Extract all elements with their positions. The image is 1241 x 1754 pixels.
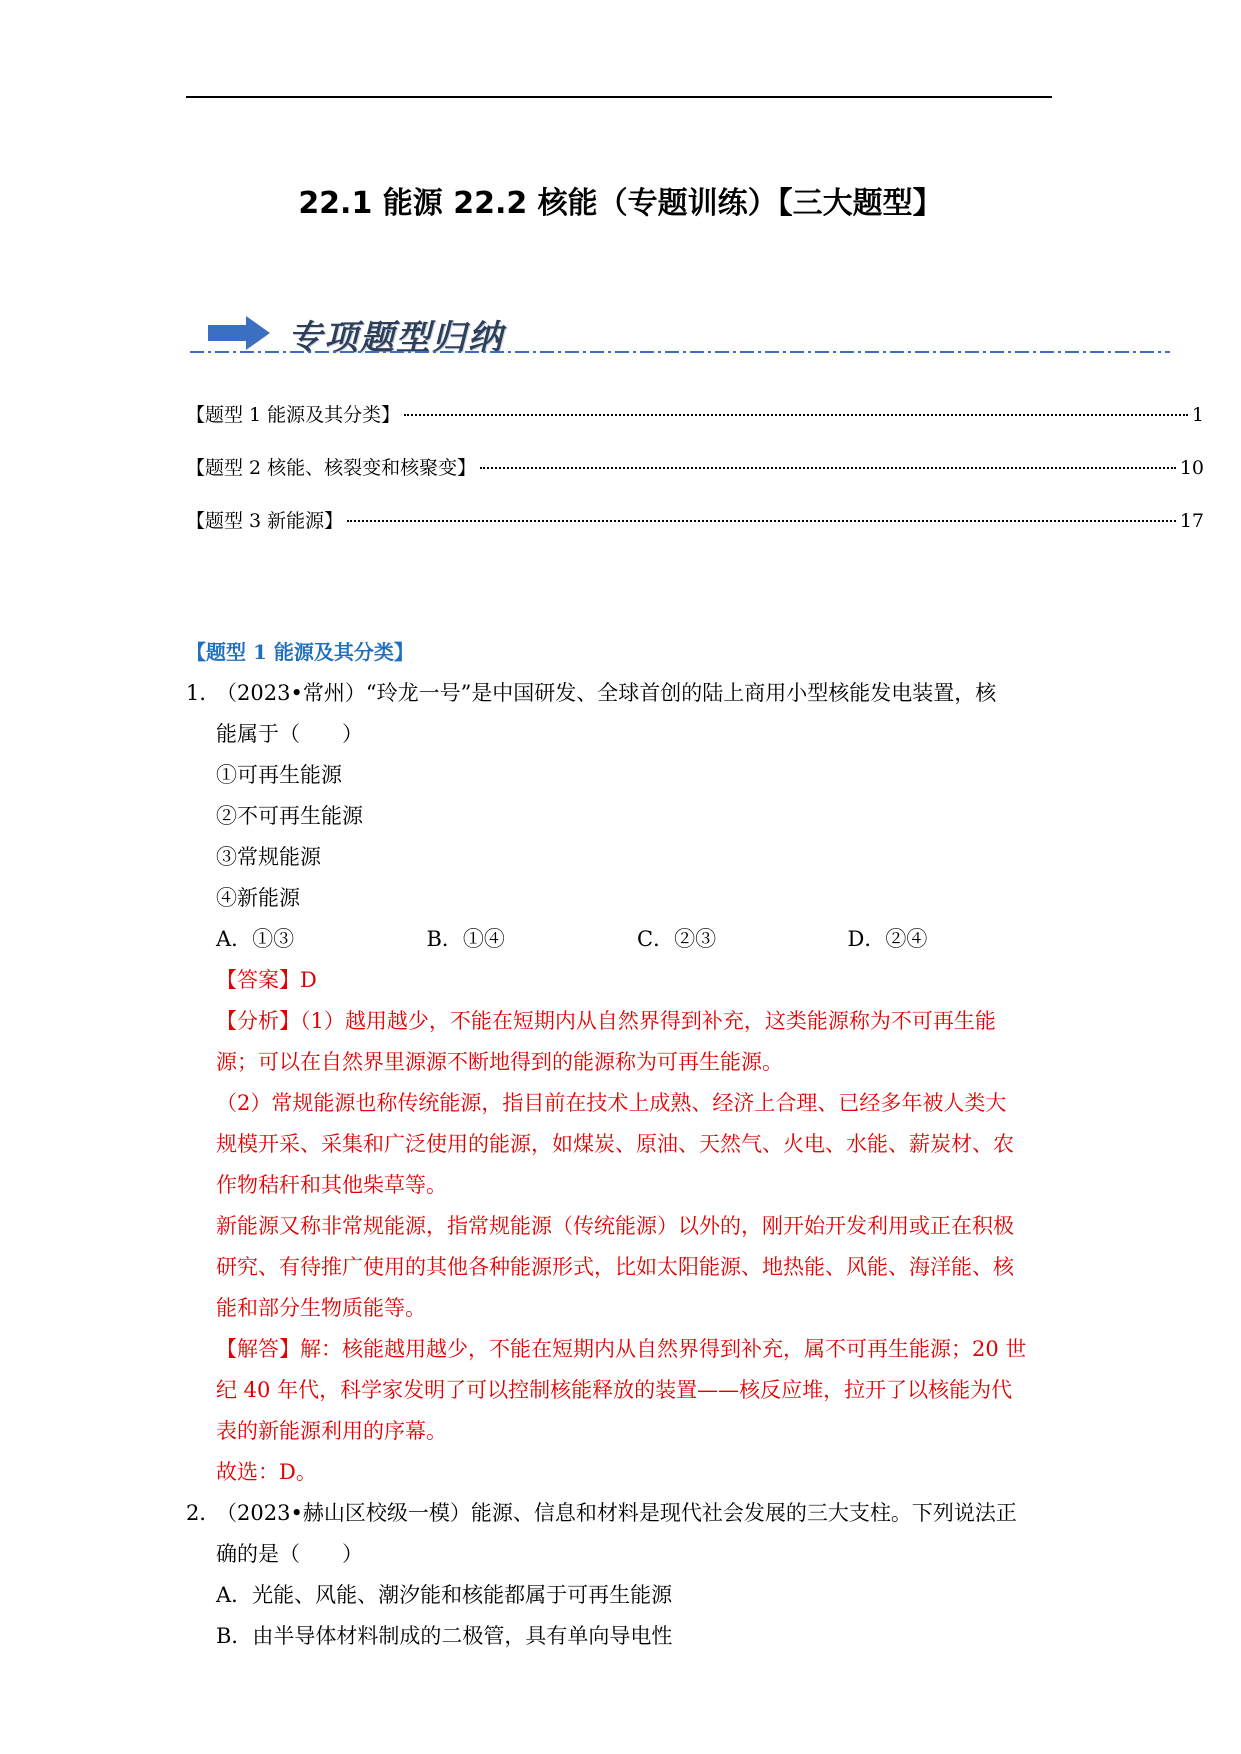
toc-entry-2[interactable] [186,453,1204,480]
option-b: B．①④ [426,927,505,951]
toc-label: 【题型 2 核能、核裂变和核聚变】 [186,457,477,479]
option-d: D．②④ [847,927,928,951]
question-stem: （2023•赫山区校级一模）能源、信息和材料是现代社会发展的三大支柱。下列说法正 [216,1501,1017,1525]
toc-label: 【题型 3 新能源】 [186,510,344,532]
analysis-text: 规模开采、采集和广泛使用的能源，如煤炭、原油、天然气、火电、水能、薪炭材、农 [216,1132,1014,1156]
analysis-text: 作物秸秆和其他柴草等。 [216,1173,447,1197]
toc-page: 1 [1191,404,1204,426]
section-heading: 【题型 1 能源及其分类】 [186,640,414,664]
question-stem: （2023•常州）“玲龙一号”是中国研发、全球首创的陆上商用小型核能发电装置，核 [216,681,997,705]
analysis-label: 【分析】 [216,1009,300,1033]
solution-line [186,1329,1058,1370]
conclusion-text: 故选：D。 [216,1460,317,1484]
list-item: ②不可再生能源 [216,804,363,828]
toc-entry-3[interactable] [186,506,1204,533]
solution-text: 解：核能越用越少，不能在短期内从自然界得到补充，属不可再生能源；20 世 [300,1337,1027,1361]
option-a: A．①③ [216,927,295,951]
answer-label: 【答案】 [216,968,300,992]
analysis-text: 新能源又称非常规能源，指常规能源（传统能源）以外的，刚开始开发利用或正在积极 [216,1214,1014,1238]
answer-line [186,960,1058,1001]
list-item: ④新能源 [216,886,300,910]
answer-options [186,919,1058,960]
question-stem: 确的是（ ） [216,1542,363,1566]
toc-entry-1[interactable] [186,400,1204,427]
analysis-line [186,1001,1058,1042]
question-number: 2． [186,1501,221,1525]
toc-page: 10 [1179,457,1204,479]
question-2 [186,1493,1058,1534]
question-stem: 能属于（ ） [216,722,363,746]
analysis-text: 源；可以在自然界里源源不断地得到的能源称为可再生能源。 [216,1050,783,1074]
option-c: C．②③ [637,927,717,951]
right-arrow-icon [208,316,270,350]
option-b: B．由半导体材料制成的二极管，具有单向导电性 [216,1624,673,1648]
option-a: A．光能、风能、潮汐能和核能都属于可再生能源 [216,1583,673,1607]
list-item: ①可再生能源 [216,763,342,787]
header-rule [186,96,1052,98]
toc-leader [404,414,1188,416]
question-number: 1． [186,681,221,705]
solution-label: 【解答】 [216,1337,300,1361]
list-item: ③常规能源 [216,845,321,869]
document-title: 22.1 能源 22.2 核能（专题训练）【三大题型】 [298,186,943,221]
analysis-text: 能和部分生物质能等。 [216,1296,426,1320]
toc-leader [480,467,1176,469]
toc-page: 17 [1179,510,1204,532]
banner-dashed-rule [190,351,1170,353]
toc-leader [347,520,1176,522]
analysis-text: （1）越用越少，不能在短期内从自然界得到补充，这类能源称为不可再生能 [300,1009,996,1033]
solution-text: 纪 40 年代，科学家发明了可以控制核能释放的装置——核反应堆，拉开了以核能为代 [216,1378,1013,1402]
solution-text: 表的新能源利用的序幕。 [216,1419,447,1443]
banner-title: 专项题型归纳 [288,318,504,358]
section-content [186,632,1058,1657]
toc-label: 【题型 1 能源及其分类】 [186,404,401,426]
answer-value: D [300,968,317,992]
analysis-text: 研究、有待推广使用的其他各种能源形式，比如太阳能源、地热能、风能、海洋能、核 [216,1255,1014,1279]
analysis-text: （2）常规能源也称传统能源，指目前在技术上成熟、经济上合理、已经多年被人类大 [216,1091,1007,1115]
question-1 [186,673,1058,714]
